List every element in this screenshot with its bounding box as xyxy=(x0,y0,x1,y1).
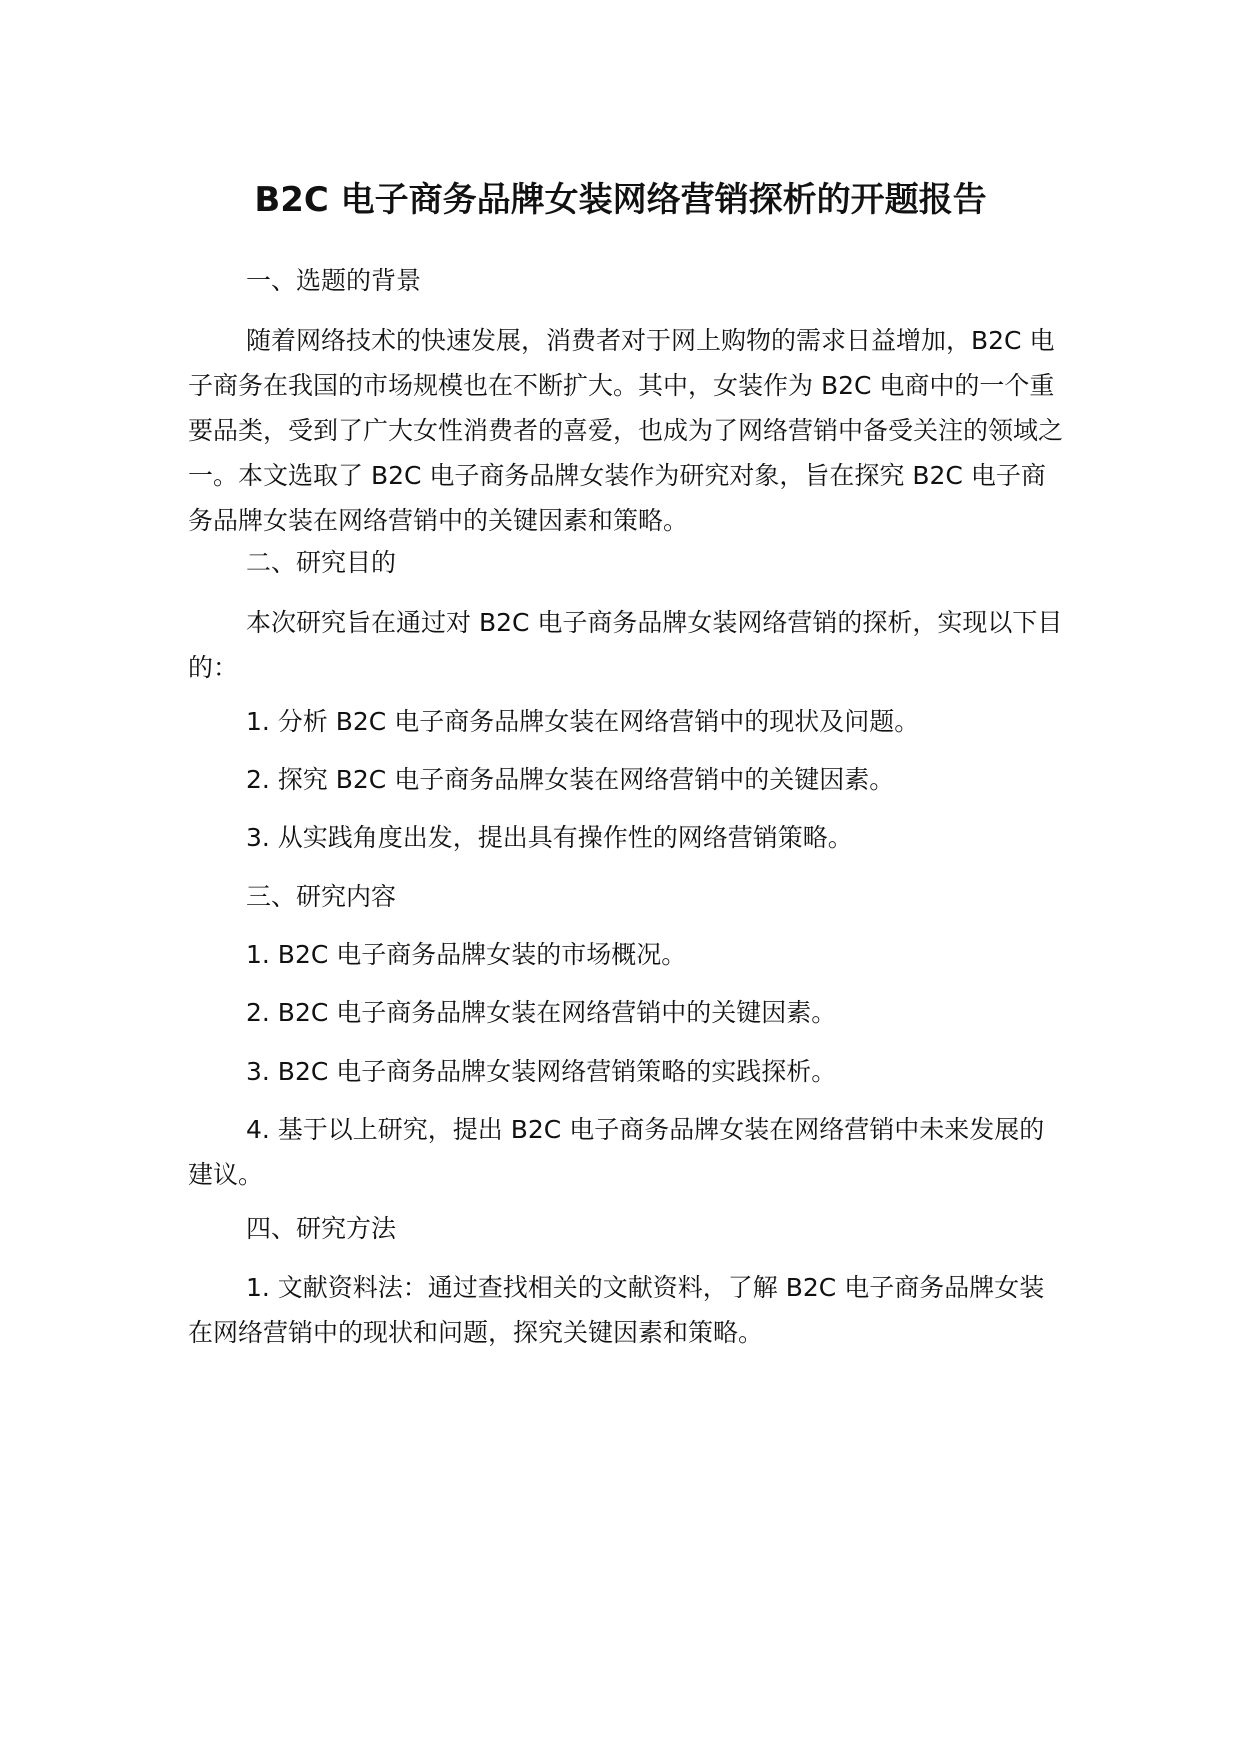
purpose-item-3: 3. 从实践角度出发，提出具有操作性的网络营销策略。 xyxy=(246,823,853,852)
section-heading-content: 三、研究内容 xyxy=(246,882,397,911)
content-item-3: 3. B2C 电子商务品牌女装网络营销策略的实践探析。 xyxy=(246,1057,837,1086)
method-item-1: 1. 文献资料法：通过查找相关的文献资料，了解 B2C 电子商务品牌女装在网络营销中的现状和问题，探究关键因素和策略。 xyxy=(188,1273,1045,1347)
section-heading-background: 一、选题的背景 xyxy=(246,266,422,295)
content-item-2: 2. B2C 电子商务品牌女装在网络营销中的关键因素。 xyxy=(246,998,837,1027)
document-title: B2C 电子商务品牌女装网络营销探析的开题报告 xyxy=(254,180,987,220)
purpose-intro-paragraph: 本次研究旨在通过对 B2C 电子商务品牌女装网络营销的探析，实现以下目的： xyxy=(188,608,1063,682)
content-item-1: 1. B2C 电子商务品牌女装的市场概况。 xyxy=(246,940,687,969)
section-heading-method: 四、研究方法 xyxy=(246,1214,397,1243)
content-item-4: 4. 基于以上研究，提出 B2C 电子商务品牌女装在网络营销中未来发展的建议。 xyxy=(188,1115,1045,1189)
purpose-item-1: 1. 分析 B2C 电子商务品牌女装在网络营销中的现状及问题。 xyxy=(246,707,920,736)
background-paragraph: 随着网络技术的快速发展，消费者对于网上购物的需求日益增加，B2C 电子商务在我国的市场规模也在不断扩大。其中，女装作为 B2C 电商中的一个重要品类，受到了广大女性消费者的喜爱，也成为了网络营销中备受关注的领域之一。本文选取了 B2C 电子商务品牌女装作为研究对象，旨在探究 B2C 电子商务品牌女装在网络营销中的关键因素和策略。 xyxy=(188,326,1064,535)
purpose-item-2: 2. 探究 B2C 电子商务品牌女装在网络营销中的关键因素。 xyxy=(246,765,895,794)
section-heading-purpose: 二、研究目的 xyxy=(246,548,397,577)
